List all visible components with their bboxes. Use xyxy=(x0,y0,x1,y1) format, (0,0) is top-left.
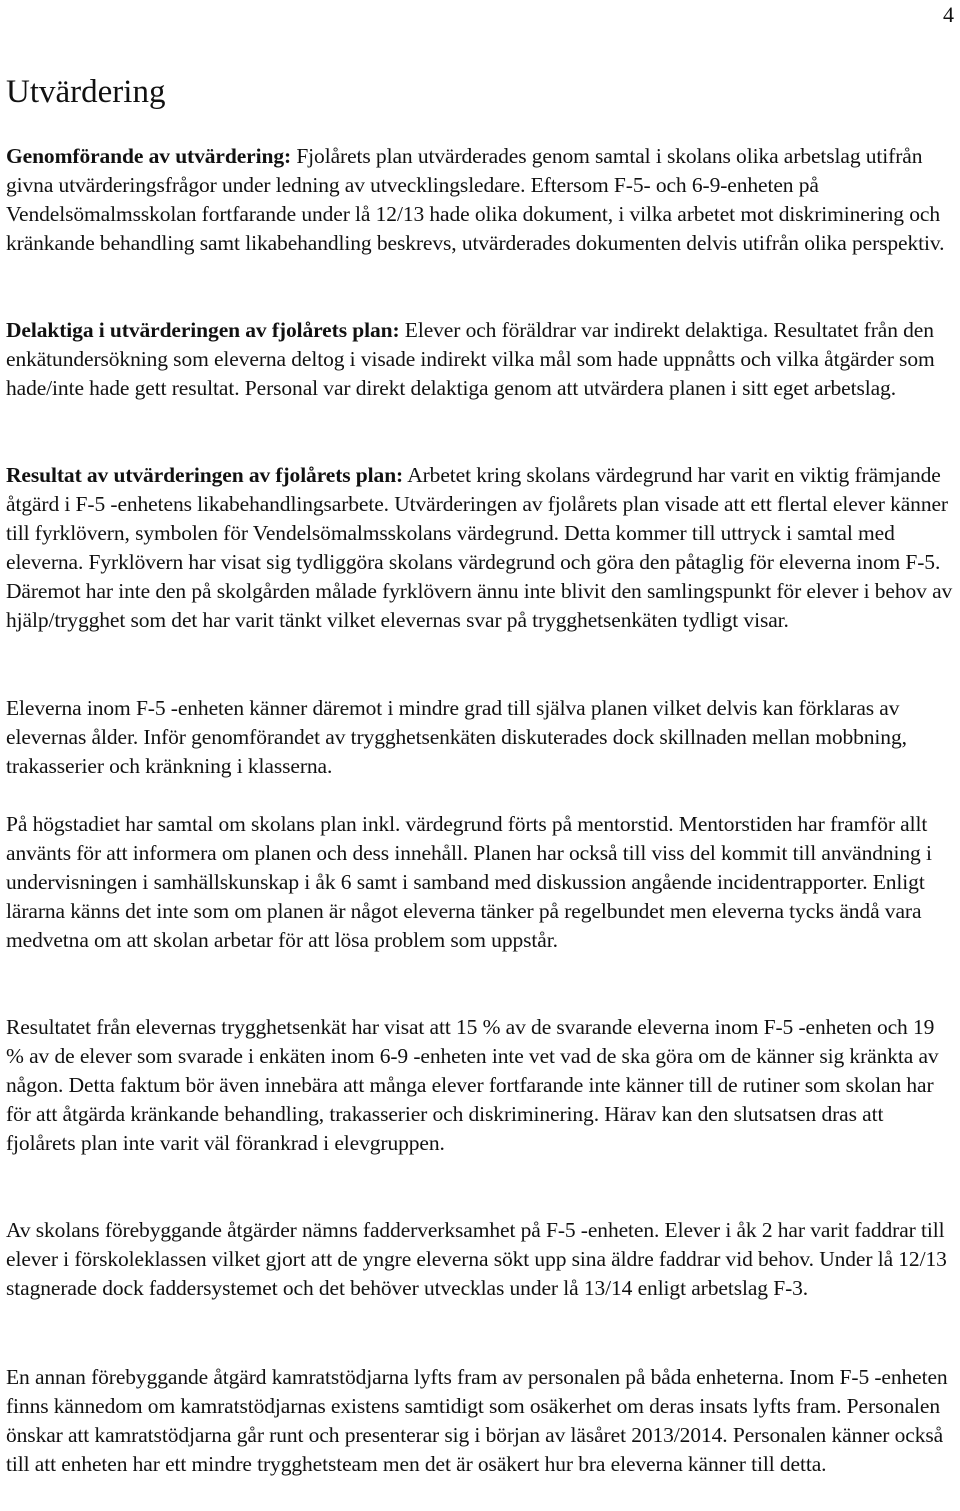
paragraph-text: Elever och föräldrar var indirekt delaktiga. Resultatet från den enkätundersökning som eleverna deltog i visade indirekt vilka mål som hade uppnåtts och vilka åtgärder som hade/inte hade gett resultat. Personal var direkt delaktiga genom att utvärdera planen i sitt eget arbetslag. xyxy=(6,318,935,400)
page-number: 4 xyxy=(943,2,954,27)
paragraph-lead: Delaktiga i utvärderingen av fjolårets plan: xyxy=(6,318,400,342)
paragraph-text: På högstadiet har samtal om skolans plan inkl. värdegrund förts på mentorstid. Mentorstiden har framför allt använts för att informera om planen och dess innehåll. Planen har också till viss del kommit till användning i undervisningen i samhällskunskap i åk 6 samt i samband med diskussion angående incidentrapporter. Enligt lärarna känns det inte som om planen är något eleverna tänker på regelbundet men eleverna tycks ändå vara medvetna om att skolan arbetar för att lösa problem som uppstår. xyxy=(6,812,932,952)
paragraph-trygghetsenkat xyxy=(6,1013,956,1158)
paragraph-text: Av skolans förebyggande åtgärder nämns fadderverksamhet på F-5 -enheten. Elever i åk 2 har varit faddrar till elever i förskoleklassen vilket gjort att de yngre eleverna sökt upp sina äldre faddrar vid behov. Under lå 12/13 stagnerade dock faddersystemet och det behöver utvecklas under lå 13/14 enligt arbetslag F-3. xyxy=(6,1218,947,1300)
paragraph-hogstadiet xyxy=(6,810,956,955)
paragraph-lead: Resultat av utvärderingen av fjolårets plan: xyxy=(6,463,404,487)
paragraph-text: Resultatet från elevernas trygghetsenkät har visat att 15 % av de svarande eleverna inom F-5 -enheten och 19 % av de elever som svarade i enkäten inom 6-9 -enheten inte vet vad de ska göra om de känner sig kränkta av någon. Detta faktum bör även innebära att många elever fortfarande inte känner till de rutiner som skolan har för att åtgärda kränkande behandling, trakasserier och diskriminering. Härav kan den slutsatsen dras att fjolårets plan inte varit väl förankrad i elevgruppen. xyxy=(6,1015,939,1155)
paragraph-lead: Genomförande av utvärdering: xyxy=(6,144,292,168)
paragraph-fadderverksamhet xyxy=(6,1216,956,1303)
paragraph-text: Arbetet kring skolans värdegrund har varit en viktig främjande åtgärd i F-5 -enhetens likabehandlingsarbete. Utvärderingen av fjolårets plan visade att ett flertal elever känner till fyrklövern, symbolen för Vendelsömalmsskolans värdegrund. Detta kommer till uttryck i samtal med eleverna. Fyrklövern har visat sig tydliggöra skolans värdegrund och göra den påtaglig för eleverna inom F-5. Däremot har inte den på skolgården målade fyrklövern ännu inte blivit den samlingspunkt för elever i behov av hjälp/trygghet som det har varit tänkt vilket elevernas svar på trygghetsenkäten tydligt visar. xyxy=(6,463,953,632)
paragraph-text: Fjolårets plan utvärderades genom samtal i skolans olika arbetslag utifrån givna utvärderingsfrågor under ledning av utvecklingsledare. Eftersom F-5- och 6-9-enheten på Vendelsömalmsskolan fortfarande under lå 12/13 hade olika dokument, i vilka arbetet mot diskriminering och kränkande behandling samt likabehandling beskrevs, utvärderades dokumenten delvis utifrån olika perspektiv. xyxy=(6,144,945,255)
paragraph-text: Eleverna inom F-5 -enheten känner däremot i mindre grad till själva planen vilket delvis kan förklaras av elevernas ålder. Inför genomförandet av trygghetsenkäten diskuterades dock skillnaden mellan mobbning, trakasserier och kränkning i klasserna. xyxy=(6,696,907,778)
paragraph-resultat xyxy=(6,461,956,635)
paragraph-eleverna-f5 xyxy=(6,694,956,781)
paragraph-kamratstodjare xyxy=(6,1363,956,1479)
page-title: Utvärdering xyxy=(6,74,166,110)
paragraph-delaktiga xyxy=(6,316,956,403)
paragraph-text: En annan förebyggande åtgärd kamratstödjarna lyfts fram av personalen på båda enheterna. Inom F-5 -enheten finns kännedom om kamratstödjarnas existens samtidigt som osäkerhet om deras insats lyfts fram. Personalen önskar att kamratstödjarna går runt och presenterar sig i början av läsåret 2013/2014. Personalen känner också till att enheten har ett mindre trygghetsteam men det är osäkert hur bra eleverna känner till detta. xyxy=(6,1365,948,1476)
paragraph-genomforande xyxy=(6,142,956,258)
